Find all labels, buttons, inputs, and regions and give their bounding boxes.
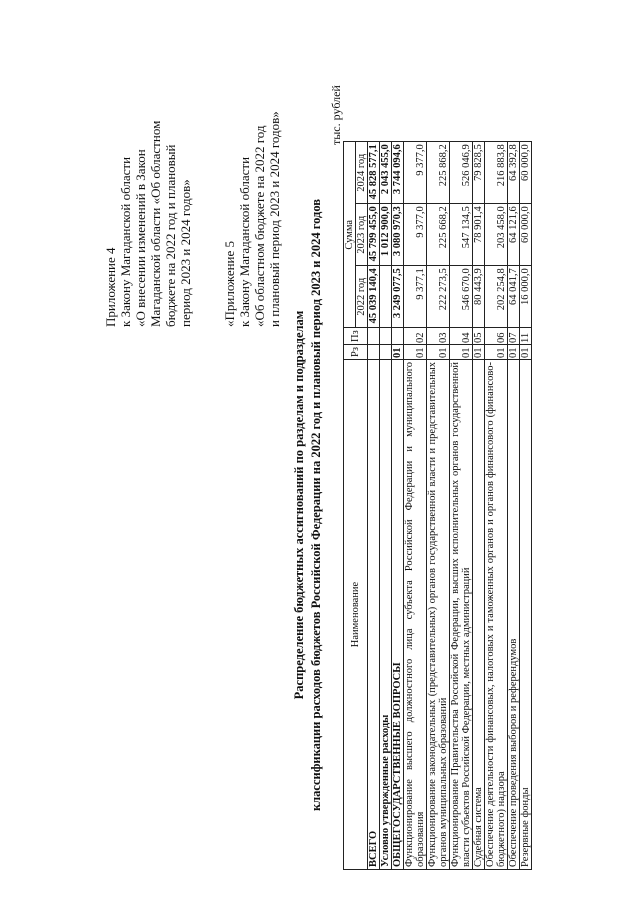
row-2023-cell: 1 012 900,0 [380, 204, 392, 266]
appendix-5-line: и плановый период 2023 и 2024 годов» [267, 111, 282, 327]
row-2023-cell: 547 134,5 [450, 204, 473, 266]
row-name-cell: Функционирование высшего должностного лица субъекта Российской Федерации и муниципального образования [404, 360, 427, 870]
row-2022-cell: 546 670,0 [450, 266, 473, 328]
header-2022: 2022 год [356, 266, 368, 328]
row-rz-cell: 01 [520, 345, 532, 360]
header-2023: 2023 год [356, 204, 368, 266]
row-2022-cell: 202 254,8 [485, 266, 508, 328]
row-pr-cell [368, 328, 380, 345]
row-2024-cell: 216 883,8 [485, 142, 508, 204]
appendix-5-block [222, 27, 282, 327]
row-2023-cell: 78 901,4 [473, 204, 485, 266]
row-pr-cell [392, 328, 404, 345]
appendix-4-block [103, 27, 193, 327]
row-2024-cell: 45 828 577,1 [368, 142, 380, 204]
row-2023-cell: 64 121,6 [508, 204, 520, 266]
row-name-cell: ОБЩЕГОСУДАРСТВЕННЫЕ ВОПРОСЫ [392, 360, 404, 870]
row-pr-cell: 05 [473, 328, 485, 345]
appendix-5-line: «Приложение 5 [222, 240, 237, 327]
table-row [450, 142, 473, 870]
table-row [485, 142, 508, 870]
row-2023-cell: 203 458,0 [485, 204, 508, 266]
row-pr-cell: 11 [520, 328, 532, 345]
row-2024-cell: 2 043 455,0 [380, 142, 392, 204]
row-2022-cell: 9 377,1 [404, 266, 427, 328]
table-row [520, 142, 532, 870]
row-pr-cell: 02 [404, 328, 427, 345]
table-row [392, 142, 404, 870]
row-2024-cell: 3 744 094,6 [392, 142, 404, 204]
row-2024-cell: 79 828,5 [473, 142, 485, 204]
row-name-cell: Обеспечение деятельности финансовых, налоговых и таможенных органов и органов финансового (финансово-бюджетного) надзора [485, 360, 508, 870]
budget-table [343, 141, 532, 870]
row-2022-cell: 16 000,0 [520, 266, 532, 328]
appendix-5-line: «Об областном бюджете на 2022 год [252, 125, 267, 327]
row-pr-cell: 07 [508, 328, 520, 345]
appendix-5-line: к Закону Магаданской области [237, 156, 252, 327]
row-pr-cell: 03 [427, 328, 450, 345]
row-2024-cell: 64 392,8 [508, 142, 520, 204]
header-pr: Пз [344, 328, 368, 345]
row-pr-cell: 04 [450, 328, 473, 345]
row-rz-cell: 01 [404, 345, 427, 360]
row-name-cell: Обеспечение проведения выборов и референдумов [508, 360, 520, 870]
row-2023-cell: 3 080 970,3 [392, 204, 404, 266]
row-2022-cell: 222 273,5 [427, 266, 450, 328]
table-row [508, 142, 520, 870]
units-label: тыс. рублей [329, 85, 343, 145]
row-rz-cell: 01 [450, 345, 473, 360]
row-2023-cell: 9 377,0 [404, 204, 427, 266]
appendix-4-line: Магаданской области «Об областном [148, 120, 163, 327]
row-2024-cell: 9 377,0 [404, 142, 427, 204]
row-name-cell: Условно утвержденные расходы [380, 360, 392, 870]
row-2022-cell: 3 249 077,5 [392, 266, 404, 328]
document-subtitle: классификации расходов бюджетов Российской Федерации на 2022 год и плановый период 2023 и 2024 годов [309, 198, 323, 812]
row-rz-cell: 01 [427, 345, 450, 360]
header-2024: 2024 год [356, 142, 368, 204]
row-2024-cell: 225 868,2 [427, 142, 450, 204]
appendix-4-line: Приложение 4 [103, 247, 118, 327]
row-name-cell: Резервные фонды [520, 360, 532, 870]
row-2024-cell: 526 046,9 [450, 142, 473, 204]
row-rz-cell: 01 [508, 345, 520, 360]
row-rz-cell: 01 [473, 345, 485, 360]
table-row [380, 142, 392, 870]
appendix-4-line: к Закону Магаданской области [118, 156, 133, 327]
row-pr-cell [380, 328, 392, 345]
table-row [368, 142, 380, 870]
table-body [368, 142, 532, 870]
row-rz-cell: 01 [392, 345, 404, 360]
row-2023-cell: 60 000,0 [520, 204, 532, 266]
table-row [427, 142, 450, 870]
row-name-cell: Функционирование Правительства Российской Федерации, высших исполнительных органов государственной власти субъектов Российской Федерации, местных администраций [450, 360, 473, 870]
row-rz-cell [368, 345, 380, 360]
row-name-cell: Функционирование законодательных (представительных) органов государственной власти и представительных органов муниципальных образований [427, 360, 450, 870]
header-sum: Сумма [344, 142, 356, 328]
row-rz-cell: 01 [485, 345, 508, 360]
row-2023-cell: 225 668,2 [427, 204, 450, 266]
table-row [404, 142, 427, 870]
appendix-4-line: бюджете на 2022 год и плановый [163, 144, 178, 327]
header-rz: Рз [344, 345, 368, 360]
row-2022-cell: 80 443,9 [473, 266, 485, 328]
row-2024-cell: 60 000,0 [520, 142, 532, 204]
appendix-4-line: «О внесении изменений в Закон [133, 149, 148, 327]
row-2022-cell: 64 041,7 [508, 266, 520, 328]
row-name-cell: ВСЕГО [368, 360, 380, 870]
header-name: Наименование [344, 360, 368, 870]
table-row [473, 142, 485, 870]
row-name-cell: Судебная система [473, 360, 485, 870]
appendix-4-line: период 2023 и 2024 годов» [178, 179, 193, 327]
row-pr-cell: 06 [485, 328, 508, 345]
row-2022-cell [380, 266, 392, 328]
row-rz-cell [380, 345, 392, 360]
row-2023-cell: 45 799 455,0 [368, 204, 380, 266]
row-2022-cell: 45 039 140,4 [368, 266, 380, 328]
document-title: Распределение бюджетных ассигнований по разделам и подразделам [292, 310, 306, 700]
